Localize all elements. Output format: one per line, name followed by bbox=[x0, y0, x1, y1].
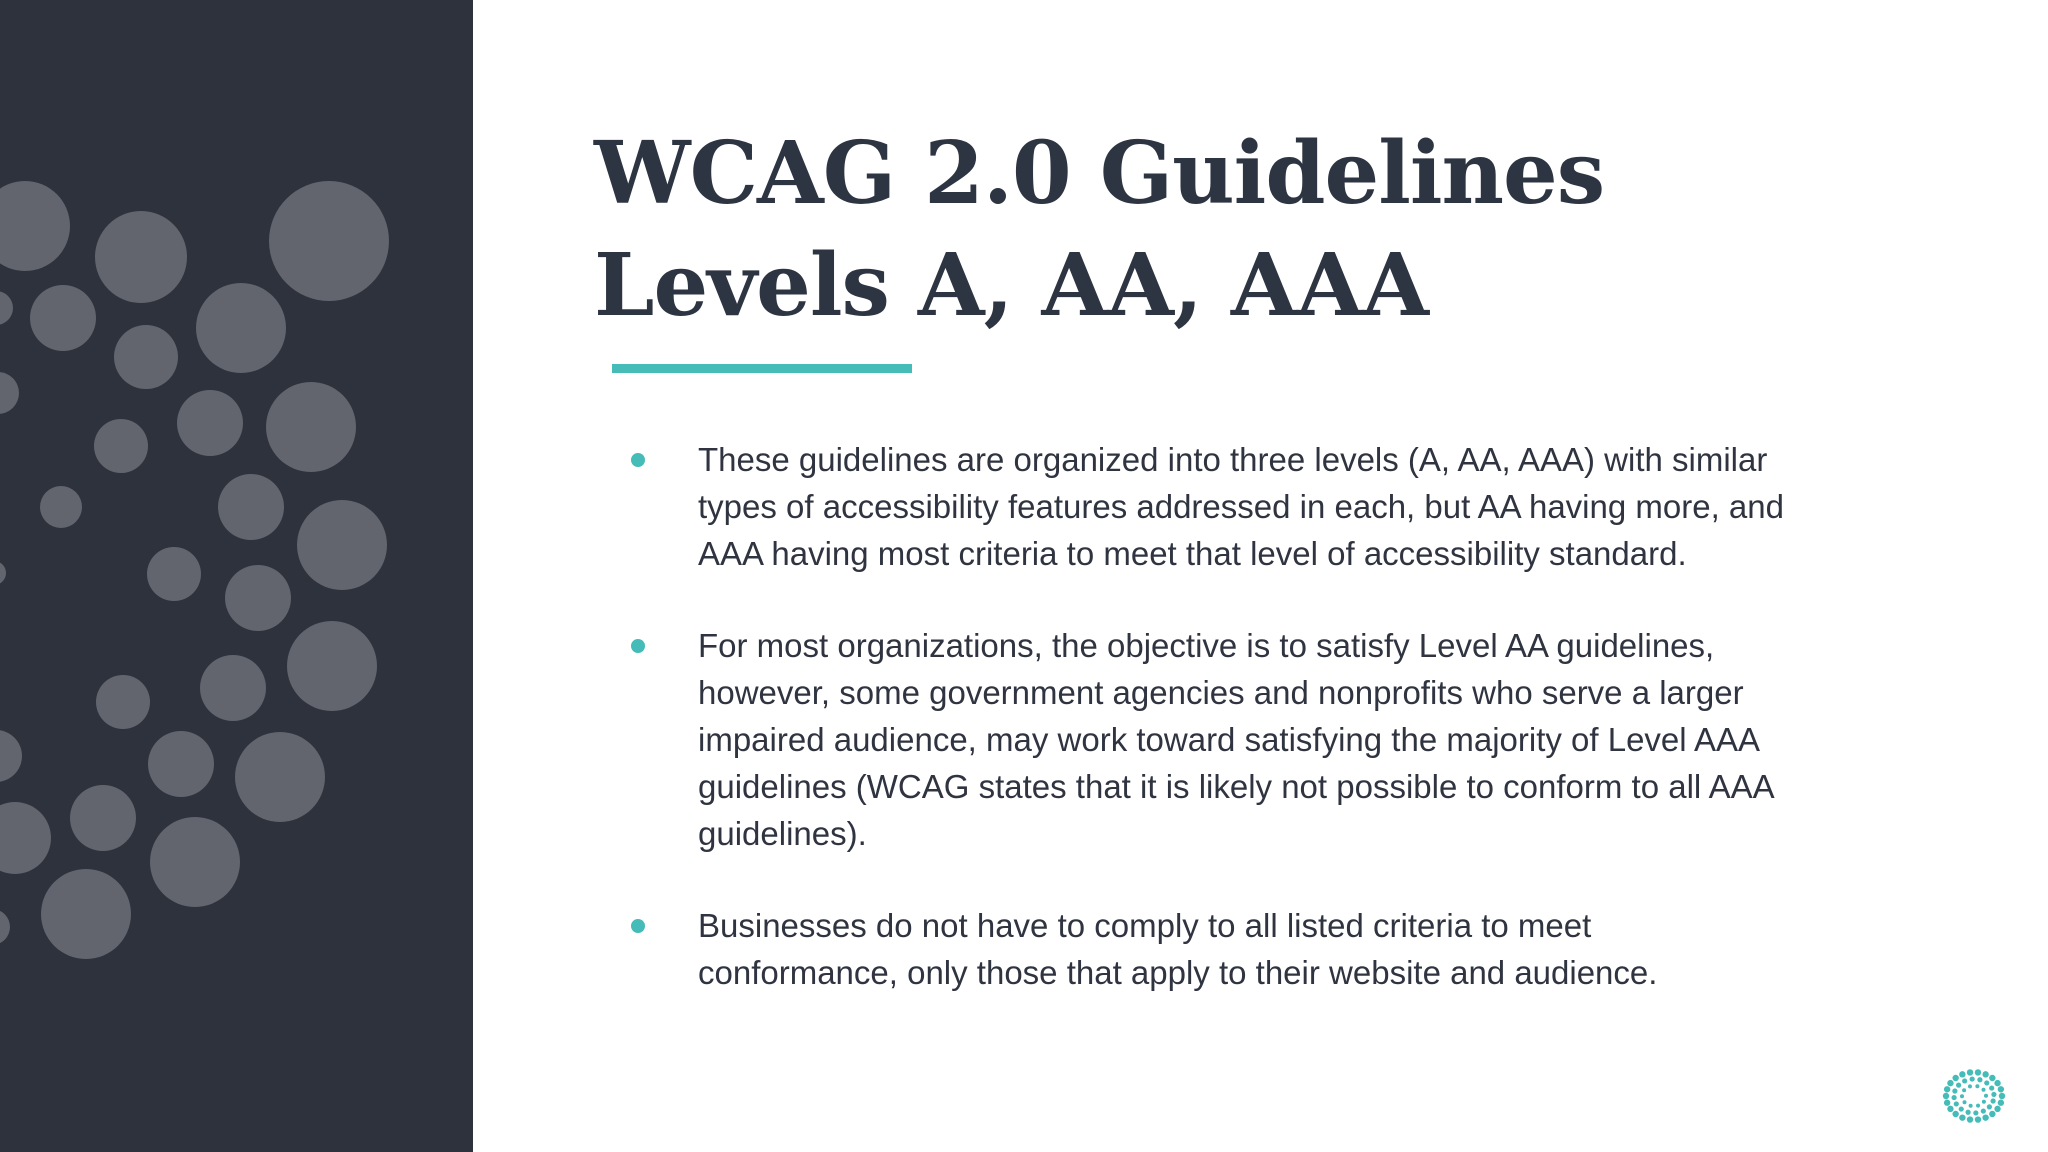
bullet-list bbox=[612, 436, 1792, 1041]
bullet-dot-icon bbox=[631, 919, 645, 933]
bullet-text: For most organizations, the objective is to satisfy Level AA guidelines, however, some government agencies and nonprofits who serve a larger impaired audience, may work toward satisfying the majority of Level AAA guidelines (WCAG states that it is likely not possible to conform to all AAA guidelines). bbox=[698, 627, 1773, 852]
bullet-text: These guidelines are organized into three levels (A, AA, AAA) with similar types of accessibility features addressed in each, but AA having more, and AAA having most criteria to meet that level of accessibility standard. bbox=[698, 441, 1784, 572]
bullet-dot-icon bbox=[631, 639, 645, 653]
bullet-text: Businesses do not have to comply to all listed criteria to meet conformance, only those that apply to their website and audience. bbox=[698, 907, 1658, 991]
title-underline bbox=[612, 364, 912, 373]
bullet-dot-icon bbox=[631, 453, 645, 467]
bullet-item bbox=[612, 902, 1792, 996]
left-decorative-panel bbox=[0, 0, 473, 1152]
slide-title: WCAG 2.0 Guidelines Levels A, AA, AAA bbox=[594, 123, 1605, 336]
bullet-item bbox=[612, 622, 1792, 857]
circle-pattern-icon bbox=[0, 0, 473, 1152]
bullet-item bbox=[612, 436, 1792, 577]
dotted-circle-logo-icon bbox=[1935, 1062, 2013, 1130]
